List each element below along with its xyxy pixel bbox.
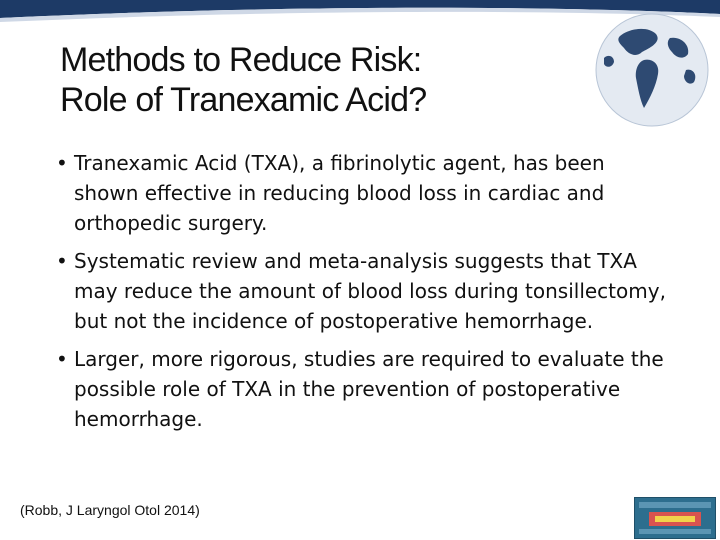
citation: (Robb, J Laryngol Otol 2014) <box>20 502 200 518</box>
bullet-dot-icon: • <box>56 249 68 273</box>
bullet-text: Systematic review and meta-analysis suggests that TXA may reduce the amount of blood loss during tonsillectomy, but not the incidence of postoperative hemorrhage. <box>74 249 666 333</box>
society-logo <box>634 497 716 539</box>
bullet-dot-icon: • <box>56 151 68 175</box>
slide-title <box>60 40 580 120</box>
bullet-item <box>56 148 666 238</box>
bullet-item <box>56 344 666 434</box>
title-line-1: Methods to Reduce Risk: <box>60 41 422 79</box>
bullet-list <box>56 148 666 442</box>
title-line-2: Role of Tranexamic Acid? <box>60 81 427 119</box>
bullet-item <box>56 246 666 336</box>
bullet-text: Larger, more rigorous, studies are required to evaluate the possible role of TXA in the prevention of postoperative hemorrhage. <box>74 347 664 431</box>
globe-icon <box>590 8 715 133</box>
bullet-dot-icon: • <box>56 347 68 371</box>
bullet-text: Tranexamic Acid (TXA), a fibrinolytic agent, has been shown effective in reducing blood loss in cardiac and orthopedic surgery. <box>74 151 605 235</box>
